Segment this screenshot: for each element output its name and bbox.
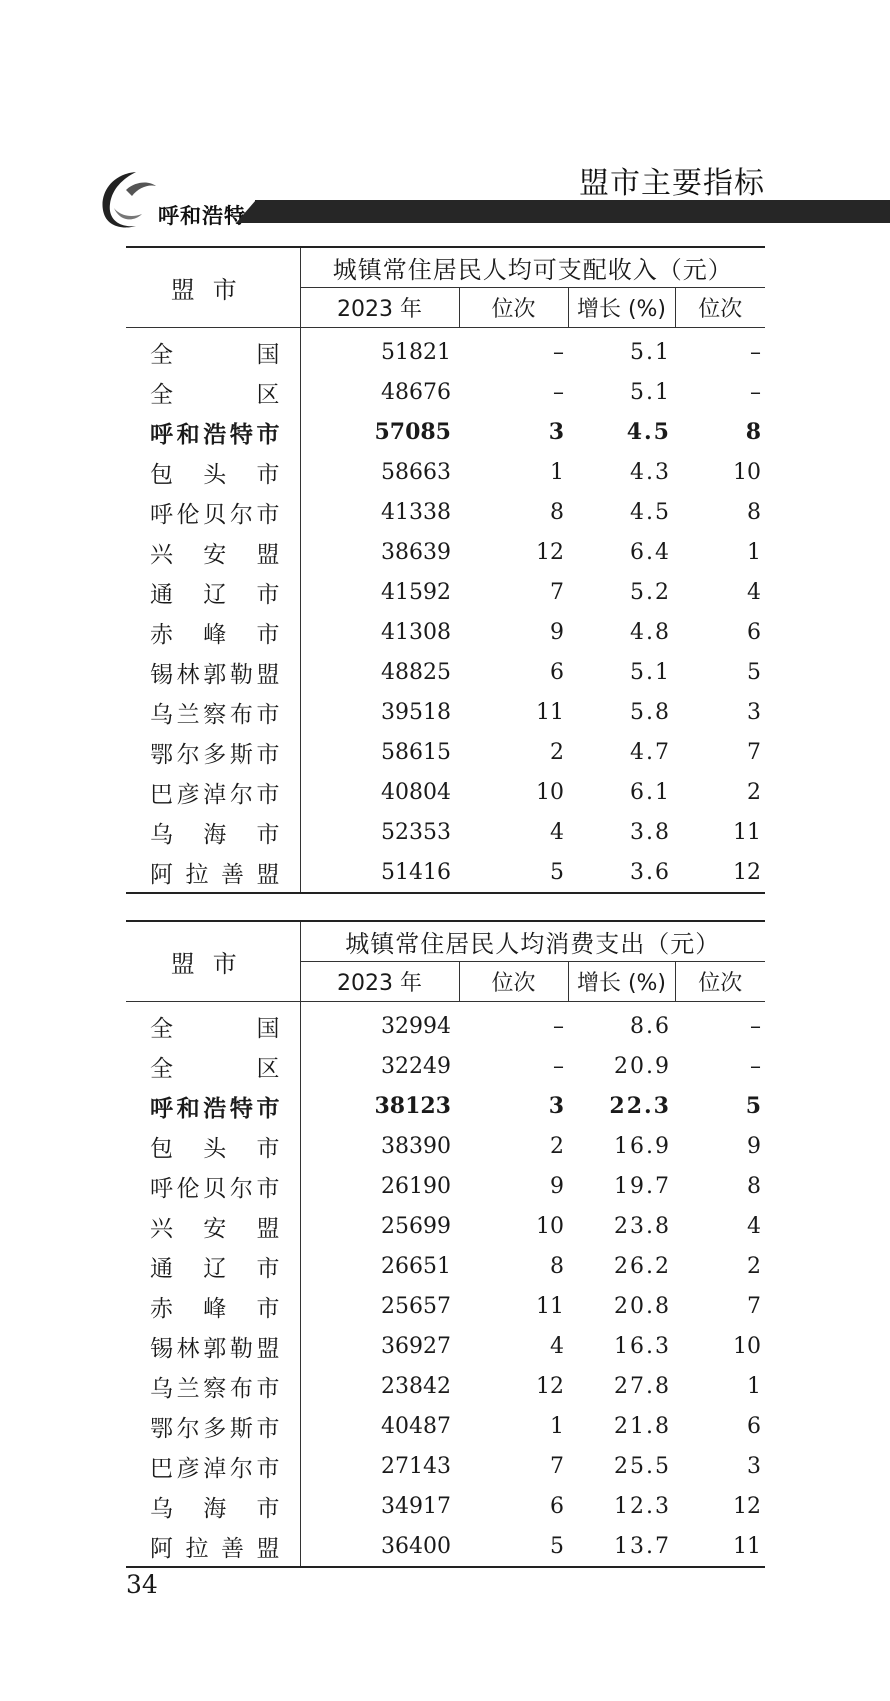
growth-rank-cell: 12 bbox=[733, 859, 761, 885]
region-name-cell: 呼和浩特市 bbox=[126, 412, 300, 452]
growth-rank-cell: – bbox=[750, 1053, 761, 1079]
growth-cell: 5.8 bbox=[630, 699, 671, 725]
header-bar-slant bbox=[236, 200, 256, 223]
rank-cell: 1 bbox=[550, 1413, 564, 1439]
growth-cell: 25.5 bbox=[614, 1453, 671, 1479]
table-body bbox=[126, 328, 765, 894]
growth-rank-cell: 2 bbox=[747, 1253, 761, 1279]
growth-rank-cell: 8 bbox=[747, 1173, 761, 1199]
rank-cell: 7 bbox=[550, 1453, 564, 1479]
corner-header: 盟市 bbox=[126, 247, 300, 328]
value-cell: 58663 bbox=[381, 459, 451, 485]
rank-cell: 6 bbox=[550, 659, 564, 685]
growth-rank-cell: 3 bbox=[747, 699, 761, 725]
growth-cell: 19.7 bbox=[614, 1173, 671, 1199]
value-cell: 36400 bbox=[381, 1533, 451, 1559]
section-title: 盟市主要指标 bbox=[579, 166, 765, 201]
rank-cell: 5 bbox=[550, 1533, 564, 1559]
value-cell: 25699 bbox=[381, 1213, 451, 1239]
rank-cell: 2 bbox=[550, 1133, 564, 1159]
rank-cell: 3 bbox=[548, 419, 564, 445]
table-row bbox=[126, 372, 765, 412]
column-header: 位次 bbox=[459, 962, 568, 1002]
table-row bbox=[126, 532, 765, 572]
growth-cell: 20.9 bbox=[614, 1053, 671, 1079]
table-row bbox=[126, 1002, 765, 1047]
table-row bbox=[126, 852, 765, 893]
growth-rank-cell: 5 bbox=[745, 1093, 761, 1119]
table-row bbox=[126, 1446, 765, 1486]
rank-cell: 11 bbox=[536, 699, 564, 725]
value-cell: 38639 bbox=[381, 539, 451, 565]
region-name-cell: 赤峰市 bbox=[126, 612, 300, 652]
growth-rank-cell: – bbox=[750, 339, 761, 365]
value-cell: 39518 bbox=[381, 699, 451, 725]
rank-cell: 6 bbox=[550, 1493, 564, 1519]
table-body bbox=[126, 1002, 765, 1568]
table-row bbox=[126, 772, 765, 812]
rank-cell: 8 bbox=[550, 499, 564, 525]
growth-rank-cell: 11 bbox=[733, 819, 761, 845]
table-row bbox=[126, 652, 765, 692]
table-row bbox=[126, 572, 765, 612]
rank-cell: 4 bbox=[550, 1333, 564, 1359]
growth-rank-cell: 8 bbox=[747, 499, 761, 525]
growth-rank-cell: 12 bbox=[733, 1493, 761, 1519]
growth-cell: 3.6 bbox=[630, 859, 671, 885]
rank-cell: – bbox=[553, 1013, 564, 1039]
rank-cell: 8 bbox=[550, 1253, 564, 1279]
column-header: 2023 年 bbox=[300, 962, 459, 1002]
growth-rank-cell: 10 bbox=[733, 459, 761, 485]
growth-rank-cell: 7 bbox=[747, 739, 761, 765]
group-header: 城镇常住居民人均消费支出（元） bbox=[300, 921, 765, 962]
table-row bbox=[126, 732, 765, 772]
region-name-cell: 赤峰市 bbox=[126, 1286, 300, 1326]
page-header bbox=[0, 0, 890, 240]
rank-cell: 4 bbox=[550, 819, 564, 845]
region-name-cell: 乌海市 bbox=[126, 1486, 300, 1526]
header-bar bbox=[255, 200, 890, 223]
region-name-cell: 乌兰察布市 bbox=[126, 692, 300, 732]
value-cell: 58615 bbox=[381, 739, 451, 765]
growth-cell: 23.8 bbox=[614, 1213, 671, 1239]
region-name-cell: 阿拉善盟 bbox=[126, 1526, 300, 1567]
rank-cell: 2 bbox=[550, 739, 564, 765]
growth-rank-cell: 7 bbox=[747, 1293, 761, 1319]
region-name-cell: 鄂尔多斯市 bbox=[126, 732, 300, 772]
region-name-cell: 包头市 bbox=[126, 1126, 300, 1166]
column-header: 增长 (%) bbox=[568, 288, 675, 328]
growth-cell: 3.8 bbox=[630, 819, 671, 845]
table-row bbox=[126, 1406, 765, 1446]
value-cell: 41592 bbox=[381, 579, 451, 605]
rank-cell: 5 bbox=[550, 859, 564, 885]
value-cell: 57085 bbox=[374, 419, 451, 445]
growth-rank-cell: 2 bbox=[747, 779, 761, 805]
growth-rank-cell: 6 bbox=[747, 1413, 761, 1439]
value-cell: 34917 bbox=[381, 1493, 451, 1519]
table-row bbox=[126, 1166, 765, 1206]
column-header: 位次 bbox=[459, 288, 568, 328]
table-row bbox=[126, 1526, 765, 1567]
value-cell: 27143 bbox=[381, 1453, 451, 1479]
table-row bbox=[126, 1366, 765, 1406]
table-row bbox=[126, 1126, 765, 1166]
logo-swoosh-icon bbox=[96, 168, 166, 234]
growth-cell: 21.8 bbox=[614, 1413, 671, 1439]
table-row bbox=[126, 1326, 765, 1366]
growth-cell: 5.1 bbox=[630, 339, 671, 365]
value-cell: 41308 bbox=[381, 619, 451, 645]
region-name-cell: 锡林郭勒盟 bbox=[126, 652, 300, 692]
rank-cell: 10 bbox=[536, 779, 564, 805]
region-name-cell: 兴安盟 bbox=[126, 1206, 300, 1246]
rank-cell: 12 bbox=[536, 539, 564, 565]
value-cell: 40487 bbox=[381, 1413, 451, 1439]
table-row bbox=[126, 1046, 765, 1086]
value-cell: 38390 bbox=[381, 1133, 451, 1159]
table-row bbox=[126, 1086, 765, 1126]
region-name-cell: 全区 bbox=[126, 1046, 300, 1086]
region-name-cell: 全区 bbox=[126, 372, 300, 412]
region-name-cell: 巴彦淖尔市 bbox=[126, 1446, 300, 1486]
region-name-cell: 乌兰察布市 bbox=[126, 1366, 300, 1406]
growth-cell: 26.2 bbox=[614, 1253, 671, 1279]
table-row bbox=[126, 692, 765, 732]
region-name-cell: 乌海市 bbox=[126, 812, 300, 852]
value-cell: 38123 bbox=[374, 1093, 451, 1119]
table-row bbox=[126, 452, 765, 492]
table-row bbox=[126, 328, 765, 373]
growth-rank-cell: – bbox=[750, 1013, 761, 1039]
region-name-cell: 鄂尔多斯市 bbox=[126, 1406, 300, 1446]
value-cell: 52353 bbox=[381, 819, 451, 845]
region-name-cell: 通辽市 bbox=[126, 1246, 300, 1286]
rank-cell: 1 bbox=[550, 459, 564, 485]
page-number: 34 bbox=[126, 1570, 158, 1599]
growth-cell: 6.4 bbox=[630, 539, 671, 565]
column-header: 位次 bbox=[675, 288, 765, 328]
growth-rank-cell: 9 bbox=[747, 1133, 761, 1159]
table-row bbox=[126, 492, 765, 532]
rank-cell: 7 bbox=[550, 579, 564, 605]
value-cell: 48676 bbox=[381, 379, 451, 405]
value-cell: 32249 bbox=[381, 1053, 451, 1079]
growth-rank-cell: 4 bbox=[747, 579, 761, 605]
growth-rank-cell: 4 bbox=[747, 1213, 761, 1239]
region-name-cell: 全国 bbox=[126, 1002, 300, 1047]
column-header: 位次 bbox=[675, 962, 765, 1002]
region-name-cell: 通辽市 bbox=[126, 572, 300, 612]
region-name-cell: 呼和浩特市 bbox=[126, 1086, 300, 1126]
growth-rank-cell: – bbox=[750, 379, 761, 405]
table-row bbox=[126, 412, 765, 452]
growth-cell: 5.1 bbox=[630, 379, 671, 405]
table-row bbox=[126, 1486, 765, 1526]
growth-rank-cell: 5 bbox=[747, 659, 761, 685]
value-cell: 51821 bbox=[381, 339, 451, 365]
growth-cell: 27.8 bbox=[614, 1373, 671, 1399]
group-header: 城镇常住居民人均可支配收入（元） bbox=[300, 247, 765, 288]
region-name-cell: 巴彦淖尔市 bbox=[126, 772, 300, 812]
income-table bbox=[126, 246, 765, 894]
table-row bbox=[126, 1286, 765, 1326]
corner-header: 盟市 bbox=[126, 921, 300, 1002]
growth-rank-cell: 3 bbox=[747, 1453, 761, 1479]
growth-cell: 4.5 bbox=[630, 499, 671, 525]
region-name-cell: 阿拉善盟 bbox=[126, 852, 300, 893]
growth-cell: 5.2 bbox=[630, 579, 671, 605]
value-cell: 48825 bbox=[381, 659, 451, 685]
growth-rank-cell: 1 bbox=[747, 539, 761, 565]
growth-rank-cell: 8 bbox=[745, 419, 761, 445]
column-header: 增长 (%) bbox=[568, 962, 675, 1002]
growth-cell: 6.1 bbox=[630, 779, 671, 805]
growth-cell: 4.7 bbox=[630, 739, 671, 765]
rank-cell: – bbox=[553, 1053, 564, 1079]
value-cell: 51416 bbox=[381, 859, 451, 885]
growth-cell: 4.3 bbox=[630, 459, 671, 485]
growth-cell: 12.3 bbox=[614, 1493, 671, 1519]
growth-rank-cell: 6 bbox=[747, 619, 761, 645]
value-cell: 25657 bbox=[381, 1293, 451, 1319]
column-header: 2023 年 bbox=[300, 288, 459, 328]
rank-cell: 3 bbox=[548, 1093, 564, 1119]
growth-cell: 4.8 bbox=[630, 619, 671, 645]
growth-cell: 22.3 bbox=[609, 1093, 671, 1119]
growth-cell: 16.9 bbox=[614, 1133, 671, 1159]
growth-cell: 16.3 bbox=[614, 1333, 671, 1359]
rank-cell: 9 bbox=[550, 619, 564, 645]
logo-text: 呼和浩特 bbox=[158, 204, 246, 228]
growth-cell: 20.8 bbox=[614, 1293, 671, 1319]
value-cell: 26651 bbox=[381, 1253, 451, 1279]
region-name-cell: 呼伦贝尔市 bbox=[126, 492, 300, 532]
value-cell: 36927 bbox=[381, 1333, 451, 1359]
value-cell: 41338 bbox=[381, 499, 451, 525]
table-row bbox=[126, 612, 765, 652]
rank-cell: – bbox=[553, 379, 564, 405]
rank-cell: 11 bbox=[536, 1293, 564, 1319]
value-cell: 26190 bbox=[381, 1173, 451, 1199]
growth-cell: 4.5 bbox=[626, 419, 671, 445]
consumption-table bbox=[126, 920, 765, 1568]
region-name-cell: 锡林郭勒盟 bbox=[126, 1326, 300, 1366]
value-cell: 23842 bbox=[381, 1373, 451, 1399]
value-cell: 40804 bbox=[381, 779, 451, 805]
rank-cell: 9 bbox=[550, 1173, 564, 1199]
growth-rank-cell: 11 bbox=[733, 1533, 761, 1559]
rank-cell: 10 bbox=[536, 1213, 564, 1239]
table-row bbox=[126, 1246, 765, 1286]
region-name-cell: 全国 bbox=[126, 328, 300, 373]
growth-cell: 13.7 bbox=[614, 1533, 671, 1559]
table-row bbox=[126, 1206, 765, 1246]
value-cell: 32994 bbox=[381, 1013, 451, 1039]
region-name-cell: 兴安盟 bbox=[126, 532, 300, 572]
rank-cell: 12 bbox=[536, 1373, 564, 1399]
region-name-cell: 呼伦贝尔市 bbox=[126, 1166, 300, 1206]
growth-cell: 8.6 bbox=[630, 1013, 671, 1039]
growth-cell: 5.1 bbox=[630, 659, 671, 685]
growth-rank-cell: 1 bbox=[747, 1373, 761, 1399]
region-name-cell: 包头市 bbox=[126, 452, 300, 492]
table-row bbox=[126, 812, 765, 852]
rank-cell: – bbox=[553, 339, 564, 365]
growth-rank-cell: 10 bbox=[733, 1333, 761, 1359]
